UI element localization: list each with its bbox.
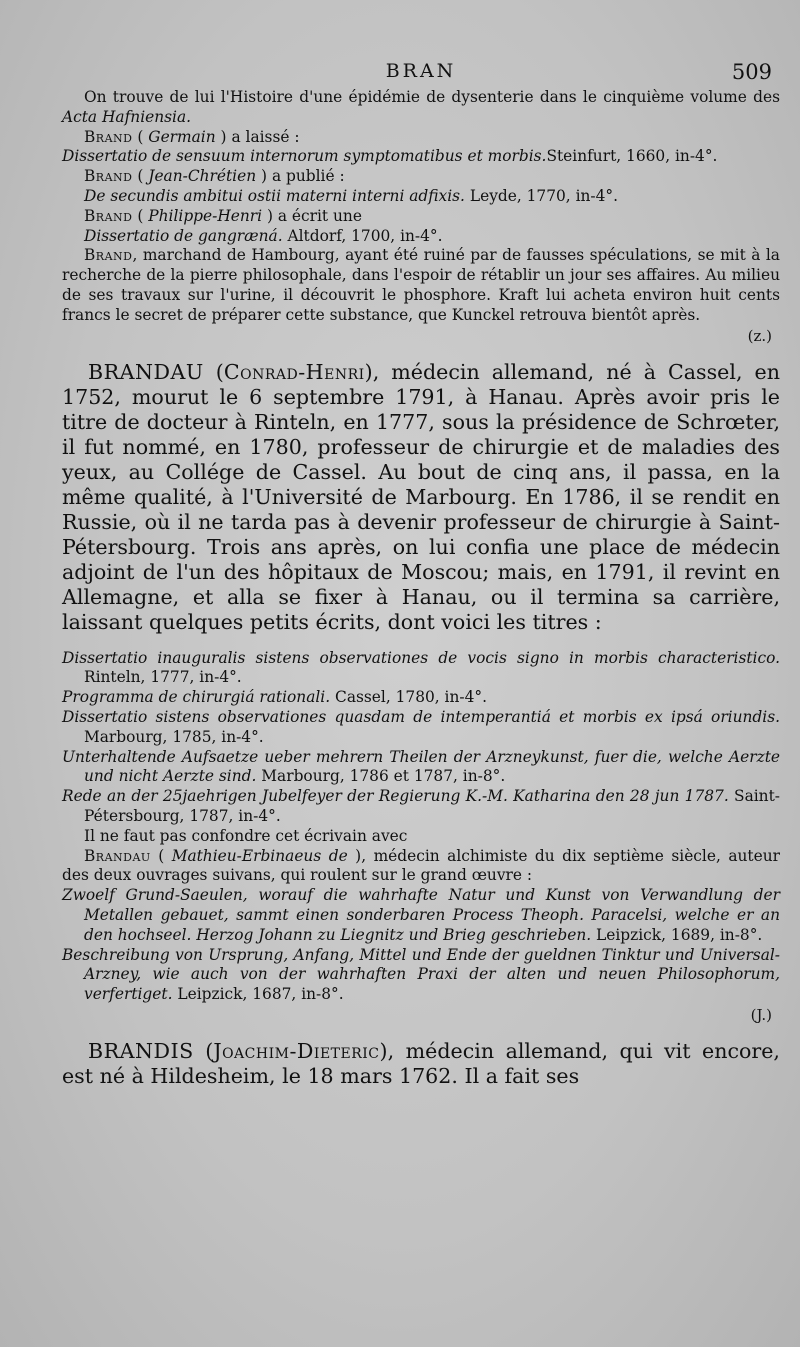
brandau-works-list xyxy=(62,649,780,1025)
confusion-note: Il ne faut pas confondre cet écrivain avec xyxy=(84,826,408,845)
brandis-biography: BRANDIS (Joachim-Dieteric), médecin allemand, qui vit encore, est né à Hildesheim, le 18 mars 1762. Il a fait ses xyxy=(62,1038,780,1088)
brandau-biography: BRANDAU (Conrad-Henri), médecin allemand, né à Cassel, en 1752, mourut le 6 septembre 1791, à Hanau. Après avoir pris le titre de docteur à Rinteln, en 1777, sous la présidence de Schrœter, il fut nommé, en 1780, professeur de chirurgie et de maladies des yeux, au Collége de Cassel. Au bout de cinq ans, il passa, en la même qualité, à l'Université de Marbourg. En 1786, il se rendit en Russie, où il ne tarda pas à devenir professeur de chirurgie à Saint-Pétersbourg. Trois ans après, on lui confia une place de médecin adjoint de l'un des hôpitaux de Moscou; mais, en 1791, il revint en Allemagne, et alla se fixer à Hanau, ou il termina sa carrière, laissant quelques petits écrits, dont voici les titres : xyxy=(62,359,780,634)
running-head-word: BRAN xyxy=(385,60,457,82)
brand-philippe-work: Dissertatio de gangræná. Altdorf, 1700, in-4°. xyxy=(84,226,443,245)
brandis-headword: BRANDIS xyxy=(88,1038,194,1063)
brand-merchant-paragraph: Brand, marchand de Hambourg, ayant été ruiné par de fausses spéculations, se mit à la recherche de la pierre philosophale, dans l'espoir de rétablir un jour ses affaires. Au milieu de ses travaux sur l'urine, il découvrit le phosphore. Kraft lui acheta environ huit cents francs le secret de préparer cette substance, que Kunckel retrouva bientôt après. xyxy=(62,246,780,324)
author-signature: (J.) xyxy=(750,1005,772,1024)
brand-philippe-entry: Brand ( Philippe-Henri ) a écrit une xyxy=(84,206,362,225)
work-item: Unterhaltende Aufsaetze ueber mehrern Theilen der Arzneykunst, fuer die, welche Aerzte und nicht Aerzte sind. Marbourg, 1786 et 1787, in-8°. xyxy=(62,747,780,786)
work-item: Beschreibung von Ursprung, Anfang, Mittel und Ende der gueldnen Tinktur und Universal-Arzney, wie auch von der wahrhaften Praxi der alten und neuen Philosophorum, verfertiget. Leipzick, 1687, in-8°. xyxy=(62,945,780,1004)
author-signature: (z.) xyxy=(747,326,772,345)
brand-jean-work: De secundis ambitui ostii materni interni adfixis. Leyde, 1770, in-4°. xyxy=(84,186,618,205)
brandau-entry xyxy=(62,360,780,635)
brand-jean-entry: Brand ( Jean-Chrétien ) a publié : xyxy=(84,167,345,186)
work-item: Rede an der 25jaehrigen Jubelfeyer der Regierung K.-M. Katharina den 28 jun 1787. Saint-Pétersbourg, 1787, in-4°. xyxy=(62,787,780,825)
brand-germain-work: Dissertatio de sensuum internorum symptomatibus et morbis.Steinfurt, 1660, in-4°. xyxy=(62,147,718,166)
brand-section xyxy=(62,88,780,346)
page-number: 509 xyxy=(731,60,772,84)
epidemic-paragraph: On trouve de lui l'Histoire d'une épidémie de dysenterie dans le cinquième volume des Acta Hafniensia. xyxy=(62,88,780,126)
work-item: Zwoelf Grund-Saeulen, worauf die wahrhafte Natur und Kunst von Verwandlung der Metallen gebauet, sammt einen sonderbaren Process Theoph. Paracelsi, welche er an den hochseel. Herzog Johann zu Liegnitz und Brieg geschrieben. Leipzick, 1689, in-8°. xyxy=(62,886,780,944)
work-item: Programma de chirurgiá rationali. Cassel, 1780, in-4°. xyxy=(62,688,487,707)
brandau-headword: BRANDAU xyxy=(88,359,204,384)
running-head xyxy=(62,54,780,88)
brandis-entry xyxy=(62,1039,780,1089)
work-item: Dissertatio inauguralis sistens observationes de vocis signo in morbis characteristico. Rinteln, 1777, in-4°. xyxy=(62,648,780,687)
brand-germain-entry: Brand ( Germain ) a laissé : xyxy=(84,127,300,146)
work-item: Dissertatio sistens observationes quasdam de intemperantiá et morbis ex ipsá oriundis. Marbourg, 1785, in-4°. xyxy=(62,707,780,746)
brandau-mathieu-entry: Brandau ( Mathieu-Erbinaeus de ), médecin alchimiste du dix septième siècle, auteur des deux ouvrages suivans, qui roulent sur le grand œuvre : xyxy=(62,846,780,885)
